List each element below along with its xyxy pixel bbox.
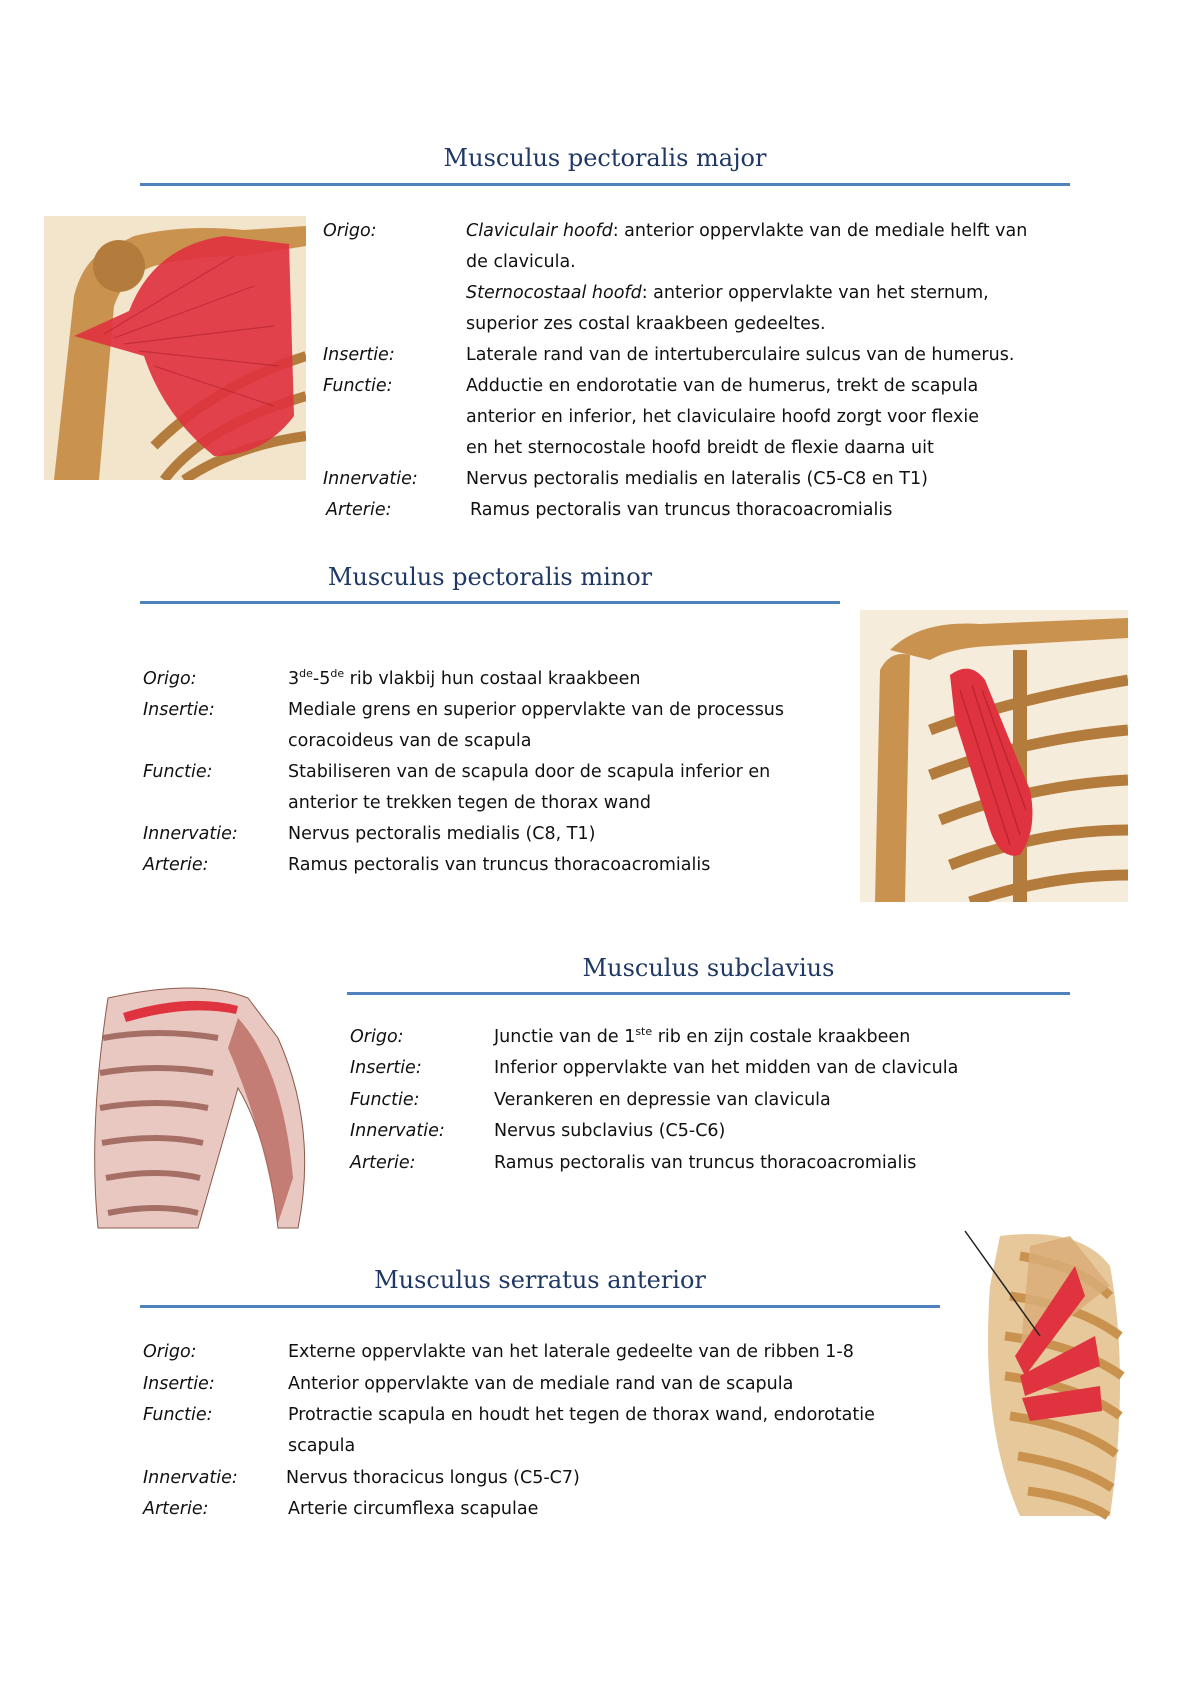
- origo-sup: ste: [635, 1025, 653, 1039]
- functie-label: Functie:: [350, 1090, 420, 1110]
- arterie-label: Arterie:: [326, 500, 392, 520]
- row-functie: [143, 1400, 933, 1462]
- section-title: Musculus subclavius: [582, 954, 835, 982]
- serratus-anterior-illustration: [960, 1226, 1130, 1526]
- pectoralis-minor-illustration: [860, 610, 1128, 902]
- origo-text-2: : anterior oppervlakte van het sternum,: [641, 283, 989, 303]
- section-title: Musculus serratus anterior: [374, 1266, 706, 1294]
- innervatie-label: Innervatie:: [143, 1468, 238, 1488]
- title-rule: [140, 1305, 940, 1308]
- functie-label: Functie:: [143, 762, 213, 782]
- arterie-label: Arterie:: [143, 855, 209, 875]
- origo-part-c: rib vlakbij hun costaal kraakbeen: [344, 669, 641, 689]
- arterie-label: Arterie:: [350, 1153, 416, 1173]
- origo-part-b: rib en zijn costale kraakbeen: [652, 1027, 911, 1047]
- origo-sup-1: de: [299, 667, 313, 681]
- origo-value-line3: [466, 278, 989, 309]
- innervatie-value: Nervus thoracicus longus (C5-C7): [286, 1468, 580, 1488]
- insertie-label: Insertie:: [143, 700, 215, 720]
- row-functie: [323, 371, 1063, 464]
- functie-label: Functie:: [323, 376, 393, 396]
- insertie-value: Laterale rand van de intertuberculaire sulcus van de humerus.: [466, 345, 1015, 365]
- row-origo-2: [323, 278, 1063, 340]
- subclavius-illustration: [78, 978, 330, 1238]
- innervatie-value: Nervus pectoralis medialis en lateralis (C5-C8 en T1): [466, 469, 928, 489]
- arterie-value: Ramus pectoralis van truncus thoracoacromialis: [470, 500, 893, 520]
- row-insertie: [143, 695, 823, 757]
- origo-part-b: -5: [312, 669, 331, 689]
- origo-label: Origo:: [143, 669, 197, 689]
- insertie-line: Mediale grens en superior oppervlakte van de processus: [288, 700, 785, 720]
- insertie-line: coracoideus van de scapula: [288, 731, 532, 751]
- functie-line: scapula: [288, 1436, 356, 1456]
- arterie-label: Arterie:: [143, 1499, 209, 1519]
- origo-value: [288, 664, 641, 695]
- insertie-label: Insertie:: [143, 1374, 215, 1394]
- title-rule: [140, 183, 1070, 186]
- origo-label: Origo:: [350, 1027, 404, 1047]
- functie-value: Verankeren en depressie van clavicula: [494, 1090, 831, 1110]
- functie-line: anterior en inferior, het claviculaire hoofd zorgt voor flexie: [466, 407, 980, 427]
- innervatie-value: Nervus pectoralis medialis (C8, T1): [288, 824, 596, 844]
- title-rule: [140, 601, 840, 604]
- origo-text-1: : anterior oppervlakte van de mediale helft van: [612, 221, 1028, 241]
- innervatie-label: Innervatie:: [350, 1121, 445, 1141]
- origo-term-sternocostaal: Sternocostaal hoofd: [466, 283, 642, 303]
- pectoralis-major-illustration: [44, 216, 306, 480]
- origo-label: Origo:: [143, 1342, 197, 1362]
- title-rule: [347, 992, 1070, 995]
- functie-line: en het sternocostale hoofd breidt de flexie daarna uit: [466, 438, 934, 458]
- functie-line: anterior te trekken tegen de thorax wand: [288, 793, 651, 813]
- arterie-value: Arterie circumflexa scapulae: [288, 1499, 539, 1519]
- insertie-value: Inferior oppervlakte van het midden van de clavicula: [494, 1058, 959, 1078]
- section-title: Musculus pectoralis major: [443, 144, 767, 172]
- functie-line: Adductie en endorotatie van de humerus, trekt de scapula: [466, 376, 979, 396]
- origo-term-claviculair: Claviculair hoofd: [466, 221, 613, 241]
- row-functie: [143, 757, 823, 819]
- row-origo: [323, 216, 1063, 278]
- functie-line: Stabiliseren van de scapula door de scapula inferior en: [288, 762, 771, 782]
- insertie-label: Insertie:: [323, 345, 395, 365]
- origo-part-a: 3: [288, 669, 300, 689]
- origo-value-line2: de clavicula.: [466, 252, 576, 272]
- origo-sup-2: de: [330, 667, 345, 681]
- insertie-value: Anterior oppervlakte van de mediale rand van de scapula: [288, 1374, 794, 1394]
- origo-value-line4: superior zes costal kraakbeen gedeeltes.: [466, 314, 826, 334]
- arterie-value: Ramus pectoralis van truncus thoracoacromialis: [288, 855, 711, 875]
- section-title: Musculus pectoralis minor: [327, 563, 653, 591]
- origo-label: Origo:: [323, 221, 377, 241]
- innervatie-value: Nervus subclavius (C5-C6): [494, 1121, 726, 1141]
- origo-value: [494, 1022, 910, 1053]
- origo-value: Externe oppervlakte van het laterale gedeelte van de ribben 1-8: [288, 1342, 854, 1362]
- origo-part-a: Junctie van de 1: [494, 1027, 636, 1047]
- functie-label: Functie:: [143, 1405, 213, 1425]
- arterie-value: Ramus pectoralis van truncus thoracoacromialis: [494, 1153, 917, 1173]
- insertie-label: Insertie:: [350, 1058, 422, 1078]
- origo-value-line1: [466, 216, 1027, 247]
- innervatie-label: Innervatie:: [323, 469, 418, 489]
- functie-line: Protractie scapula en houdt het tegen de thorax wand, endorotatie: [288, 1405, 875, 1425]
- innervatie-label: Innervatie:: [143, 824, 238, 844]
